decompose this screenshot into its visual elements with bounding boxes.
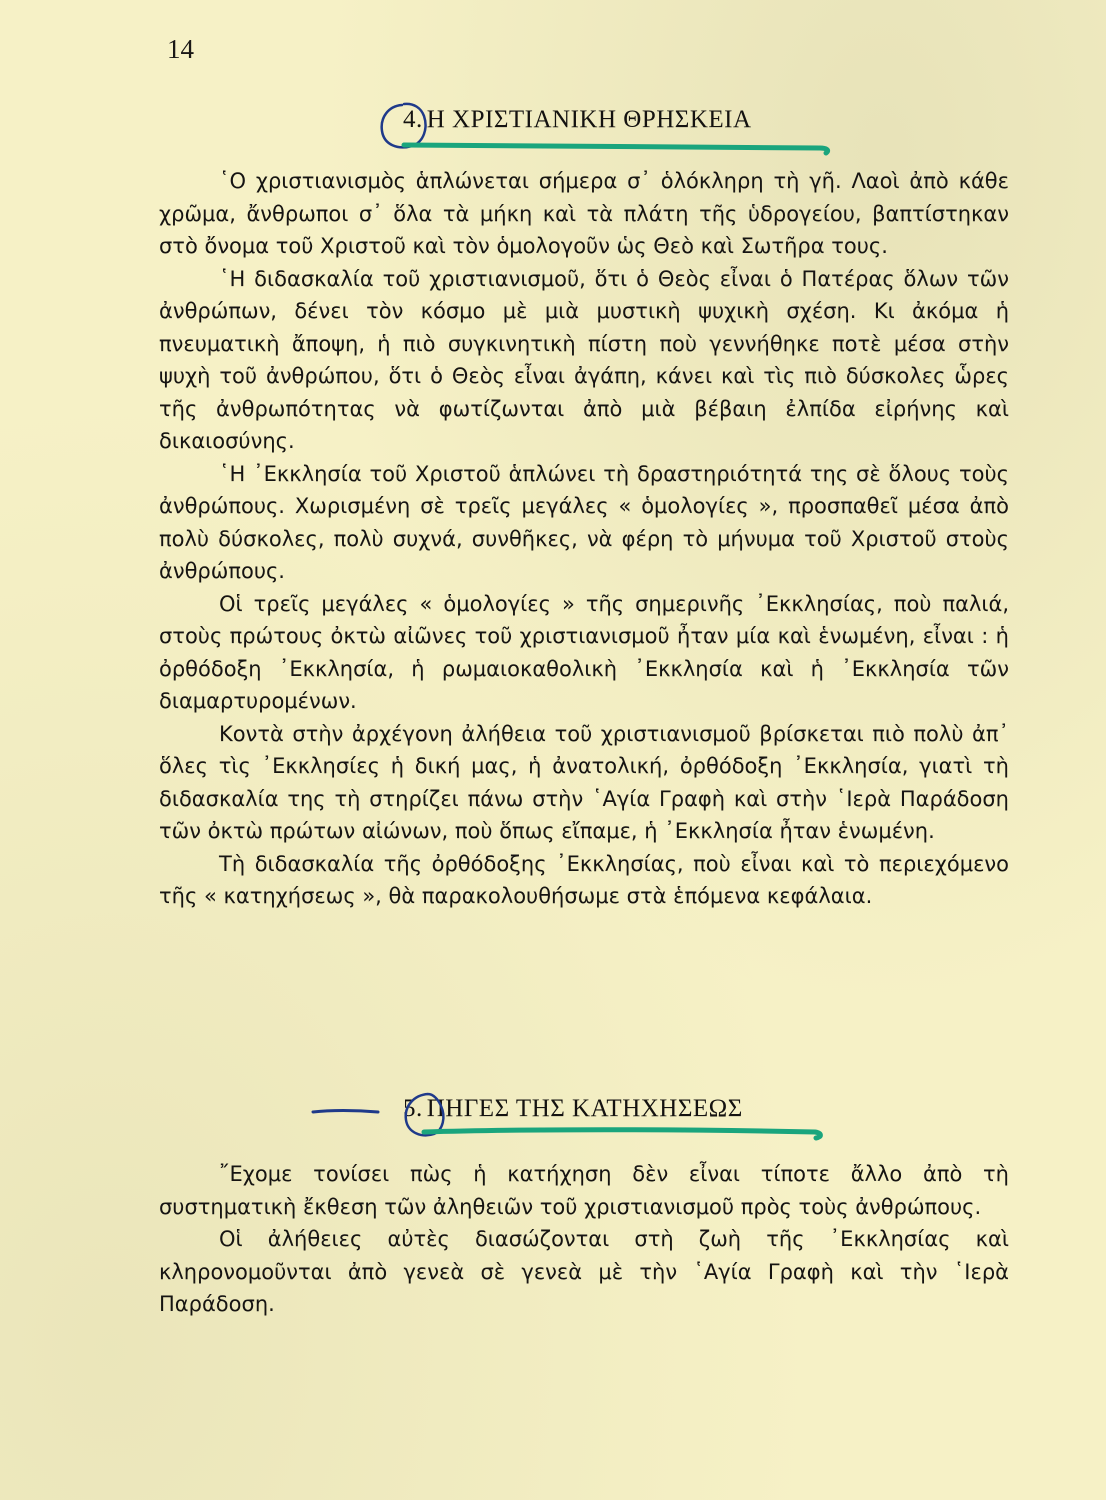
paragraph: Οἱ τρεῖς μεγάλες « ὁμολογίες » τῆς σημερινῆς ᾿Εκκλησίας, ποὺ παλιά, στοὺς πρώτους ὀκτὼ αἰῶνες τοῦ χριστιανισμοῦ ἦταν μία καὶ ἑνωμένη, εἶναι : ἡ ὀρθόδοξη ᾿Εκκλησία, ἡ ρωμαιοκαθολικὴ ᾿Εκκλησία καὶ ἡ ᾿Εκκλησία τῶν διαμαρτυρομένων. (159, 591, 1009, 713)
paragraph: ῾Ο χριστιανισμὸς ἁπλώνεται σήμερα σ᾿ ὁλόκληρη τὴ γῆ. Λαοὶ ἀπὸ κάθε χρῶμα, ἄνθρωποι σ᾿ ὅλα τὰ μήκη καὶ τὰ πλάτη τῆς ὑδρογείου, βαπτίστηκαν στὸ ὄνομα τοῦ Χριστοῦ καὶ τὸν ὁμολογοῦν ὡς Θεὸ καὶ Σωτῆρα τους. (159, 169, 1009, 258)
paragraph: Τὴ διδασκαλία τῆς ὀρθόδοξης ᾿Εκκλησίας, ποὺ εἶναι καὶ τὸ περιεχόμενο τῆς « κατηχήσεως », θὰ παρακολουθήσωμε στὰ ἑπόμενα κεφάλαια. (159, 851, 1009, 908)
pen-dash-mark (313, 1111, 378, 1113)
paragraph: ῾Η ᾿Εκκλησία τοῦ Χριστοῦ ἁπλώνει τὴ δραστηριότητά της σὲ ὅλους τοὺς ἀνθρώπους. Χωρισμένη σὲ τρεῖς μεγάλες « ὁμολογίες », προσπαθεῖ μέσα ἀπὸ πολὺ δύσκολες, πολὺ συχνά, συνθῆκες, νὰ φέρη τὸ μήνυμα τοῦ Χριστοῦ στοὺς ἀνθρώπους. (159, 461, 1009, 583)
highlighter-underline (404, 145, 828, 153)
highlighter-underline (424, 1130, 820, 1138)
paragraph: ῾Η διδασκαλία τοῦ χριστιανισμοῦ, ὅτι ὁ Θεὸς εἶναι ὁ Πατέρας ὅλων τῶν ἀνθρώπων, δένει τὸν κόσμο μὲ μιὰ μυστικὴ ψυχικὴ σχέση. Κι ἀκόμα ἡ πνευματικὴ ἄποψη, ἡ πιὸ συγκινητικὴ πίστη ποὺ γεννήθηκε ποτὲ μέσα στὴν ψυχὴ τοῦ ἀνθρώπου, ὅτι ὁ Θεὸς εἶναι ἀγάπη, κάνει καὶ τὶς πιὸ δύσκολες ὧρες τῆς ἀνθρωπότητας νὰ φωτίζωνται ἀπὸ μιὰ βέβαιη ἐλπίδα εἰρήνης καὶ δικαιοσύνης. (159, 266, 1009, 453)
page-number: 14 (167, 34, 194, 64)
section-5-title: ΠΗΓΕΣ ΤΗΣ ΚΑΤΗΧΗΣΕΩΣ (426, 1095, 743, 1122)
paragraph: ῎Εχομε τονίσει πὼς ἡ κατήχηση δὲν εἶναι τίποτε ἄλλο ἀπὸ τὴ συστηματικὴ ἔκθεση τῶν ἀληθειῶν τοῦ χριστιανισμοῦ πρὸς τοὺς ἀνθρώπους. (159, 1162, 1009, 1219)
section-5-number: 5. (403, 1095, 423, 1122)
paragraph: Οἱ ἀλήθειες αὐτὲς διασώζονται στὴ ζωὴ τῆς ᾿Εκκλησίας καὶ κληρονομοῦνται ἀπὸ γενεὰ σὲ γενεὰ μὲ τὴν ῾Αγία Γραφὴ καὶ τὴν ῾Ιερὰ Παράδοση. (159, 1227, 1009, 1316)
section-5-heading (403, 1095, 743, 1123)
section-4-body (159, 165, 1009, 913)
section-4-heading (403, 106, 752, 134)
section-4-title: Η ΧΡΙΣΤΙΑΝΙΚΗ ΘΡΗΣΚΕΙΑ (426, 106, 752, 133)
section-4-number: 4. (403, 106, 423, 133)
paragraph: Κοντὰ στὴν ἀρχέγονη ἀλήθεια τοῦ χριστιανισμοῦ βρίσκεται πιὸ πολὺ ἀπ᾿ ὅλες τὶς ᾿Εκκλησίες ἡ δική μας, ἡ ἀνατολική, ὀρθόδοξη ᾿Εκκλησία, γιατὶ τὴ διδασκαλία της τὴ στηρίζει πάνω στὴν ῾Αγία Γραφὴ καὶ στὴν ῾Ιερὰ Παράδοση τῶν ὀκτὼ πρώτων αἰώνων, ποὺ ὅπως εἴπαμε, ἡ ᾿Εκκλησία ἦταν ἑνωμένη. (159, 721, 1009, 843)
section-5-body (159, 1158, 1009, 1321)
